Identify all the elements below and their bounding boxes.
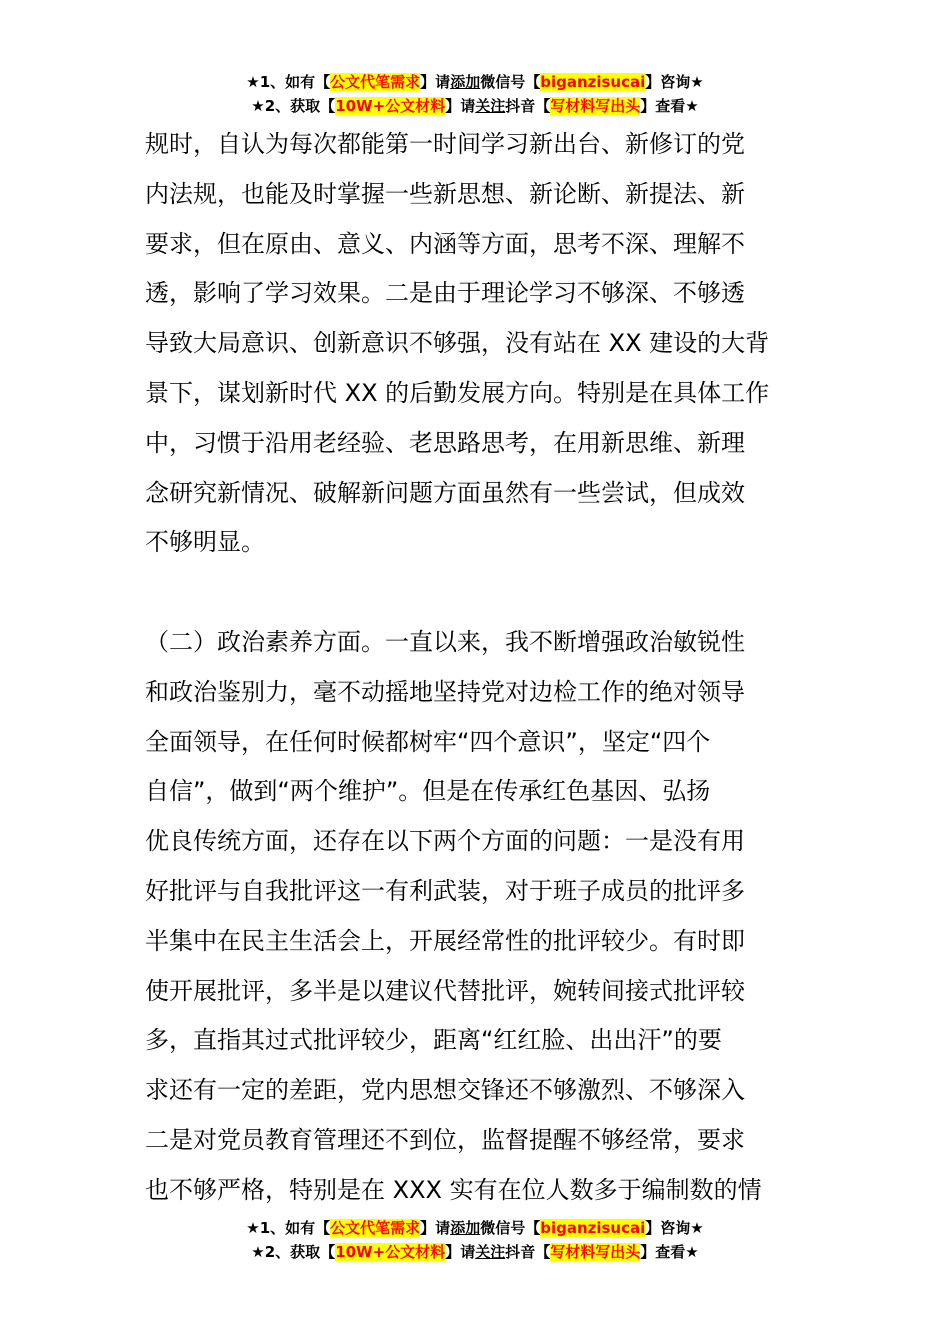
text-line: 自信”，做到“两个维护”。但是在传承红色基因、弘扬 xyxy=(145,777,711,806)
text-line: 念研究新情况、破解新问题方面虽然有一些尝试，但成效 xyxy=(145,478,745,507)
text-line: 规时，自认为每次都能第一时间学习新出台、新修订的党 xyxy=(145,130,745,158)
text-line: 二是对党员教育管理还不到位，监督提醒不够经常，要求 xyxy=(145,1125,745,1154)
highlight-douyin: 写材料写出头 xyxy=(550,97,641,115)
text-line: 也不够严格，特别是在 XXX 实有在位人数多于编制数的情 xyxy=(145,1175,762,1204)
text-line: 多，直指其过式批评较少，距离“红红脸、出出汗”的要 xyxy=(145,1026,722,1055)
banner-line-1: ★1、如有【公文代笔需求】请添加微信号【biganzisucai】咨询★ xyxy=(246,73,704,91)
text-line: 中，习惯于沿用老经验、老思路思考，在用新思维、新理 xyxy=(145,428,745,457)
banner-line-2: ★2、获取【10W+公文材料】请关注抖音【写材料写出头】查看★ xyxy=(251,1243,699,1261)
text-line: 和政治鉴别力，毫不动摇地坚持党对边检工作的绝对领导 xyxy=(145,677,745,706)
highlight-wechat-id: biganzisucai xyxy=(540,73,646,91)
paragraph-1 xyxy=(145,120,807,568)
text-line: 好批评与自我批评这一有利武装，对于班子成员的批评多 xyxy=(145,876,745,905)
text-line: 内法规，也能及时掌握一些新思想、新论断、新提法、新 xyxy=(145,179,745,208)
text-line: 使开展批评，多半是以建议代替批评，婉转间接式批评较 xyxy=(145,976,745,1005)
highlight-wechat-id: biganzisucai xyxy=(540,1219,646,1237)
text-line: 求还有一定的差距，党内思想交锋还不够激烈、不够深入 xyxy=(145,1076,745,1105)
paragraph-gap xyxy=(145,568,807,618)
document-body xyxy=(145,120,807,1216)
highlight-materials: 10W+公文材料 xyxy=(335,1243,446,1261)
highlight-service: 公文代笔需求 xyxy=(330,1219,421,1237)
text-line: 导致大局意识、创新意识不够强，没有站在 XX 建设的大背 xyxy=(145,329,770,358)
paragraph-2 xyxy=(145,618,807,1216)
text-line: 不够明显。 xyxy=(145,528,265,557)
text-line: 景下，谋划新时代 XX 的后勤发展方向。特别是在具体工作 xyxy=(145,378,770,407)
highlight-materials: 10W+公文材料 xyxy=(335,97,446,115)
text-line: （二）政治素养方面。一直以来，我不断增强政治敏锐性 xyxy=(145,627,745,656)
text-line: 全面领导，在任何时候都树牢“四个意识”，坚定“四个 xyxy=(145,727,711,756)
text-line: 优良传统方面，还存在以下两个方面的问题：一是没有用 xyxy=(145,827,745,856)
text-line: 半集中在民主生活会上，开展经常性的批评较少。有时即 xyxy=(145,926,745,955)
banner-line-1: ★1、如有【公文代笔需求】请添加微信号【biganzisucai】咨询★ xyxy=(246,1219,704,1237)
highlight-service: 公文代笔需求 xyxy=(330,73,421,91)
text-line: 透，影响了学习效果。二是由于理论学习不够深、不够透 xyxy=(145,279,745,308)
footer-banner xyxy=(0,1216,950,1264)
header-banner xyxy=(0,70,950,118)
text-line: 要求，但在原由、意义、内涵等方面，思考不深、理解不 xyxy=(145,229,745,258)
banner-line-2: ★2、获取【10W+公文材料】请关注抖音【写材料写出头】查看★ xyxy=(251,97,699,115)
highlight-douyin: 写材料写出头 xyxy=(550,1243,641,1261)
